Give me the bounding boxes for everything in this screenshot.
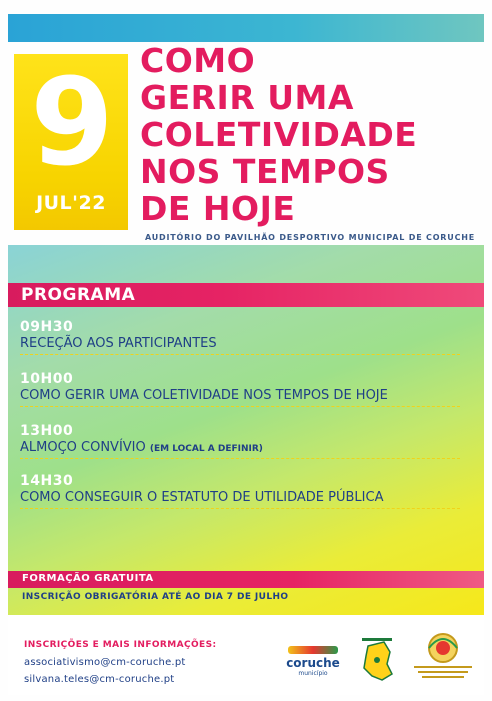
title-line: GERIR UMA — [140, 78, 354, 117]
title-line: COMO — [140, 41, 256, 80]
program-note: (EM LOCAL A DEFINIR) — [149, 444, 263, 454]
coruche-logo-name: coruche — [286, 656, 340, 670]
program-desc: RECEÇÃO AOS PARTICIPANTES — [20, 336, 217, 351]
formacao-heading-bar — [8, 571, 484, 588]
seal-icon — [408, 628, 478, 686]
formacao-heading: FORMAÇÃO GRATUITA — [22, 573, 154, 584]
dashed-divider — [20, 406, 460, 407]
event-month-year: JUL'22 — [36, 192, 106, 214]
coruche-logo-mark — [288, 646, 338, 654]
program-item — [20, 370, 472, 404]
association-map-icon — [354, 634, 400, 686]
coruche-logo — [282, 642, 344, 682]
program-time: 13H00 — [20, 423, 74, 439]
event-day: 9 — [30, 54, 112, 193]
program-time: 14H30 — [20, 473, 74, 489]
program-desc: COMO CONSEGUIR O ESTATUTO DE UTILIDADE PÚBLICA — [20, 490, 384, 505]
title-line: DE HOJE — [140, 189, 296, 228]
contacts-heading: INSCRIÇÕES E MAIS INFORMAÇÕES: — [24, 640, 217, 650]
top-color-band — [8, 14, 484, 42]
program-item — [20, 472, 472, 506]
title-line: NOS TEMPOS — [140, 152, 390, 191]
programa-heading-bar — [8, 283, 484, 307]
contact-email[interactable]: associativismo@cm-coruche.pt — [24, 657, 186, 668]
date-block — [14, 54, 128, 230]
dashed-divider — [20, 354, 460, 355]
dashed-divider — [20, 458, 460, 459]
title-line: COLETIVIDADE — [140, 115, 418, 154]
program-time: 10H00 — [20, 371, 74, 387]
inscricao-note: INSCRIÇÃO OBRIGATÓRIA ATÉ AO DIA 7 DE JULHO — [22, 592, 289, 602]
venue-label: AUDITÓRIO DO PAVILHÃO DESPORTIVO MUNICIPAL DE CORUCHE — [144, 233, 475, 242]
programa-heading: PROGRAMA — [21, 285, 136, 305]
confederation-seal-logo — [408, 628, 478, 686]
dashed-divider — [20, 508, 460, 509]
event-title — [140, 42, 485, 227]
program-time: 09H30 — [20, 319, 74, 335]
coruche-logo-sub: município — [298, 670, 328, 677]
association-logo — [354, 634, 400, 686]
program-desc: COMO GERIR UMA COLETIVIDADE NOS TEMPOS DE HOJE — [20, 388, 388, 403]
program-item — [20, 318, 472, 352]
program-desc: ALMOÇO CONVÍVIO (EM LOCAL A DEFINIR) — [20, 440, 263, 455]
contact-email[interactable]: silvana.teles@cm-coruche.pt — [24, 674, 175, 685]
program-item — [20, 422, 472, 457]
